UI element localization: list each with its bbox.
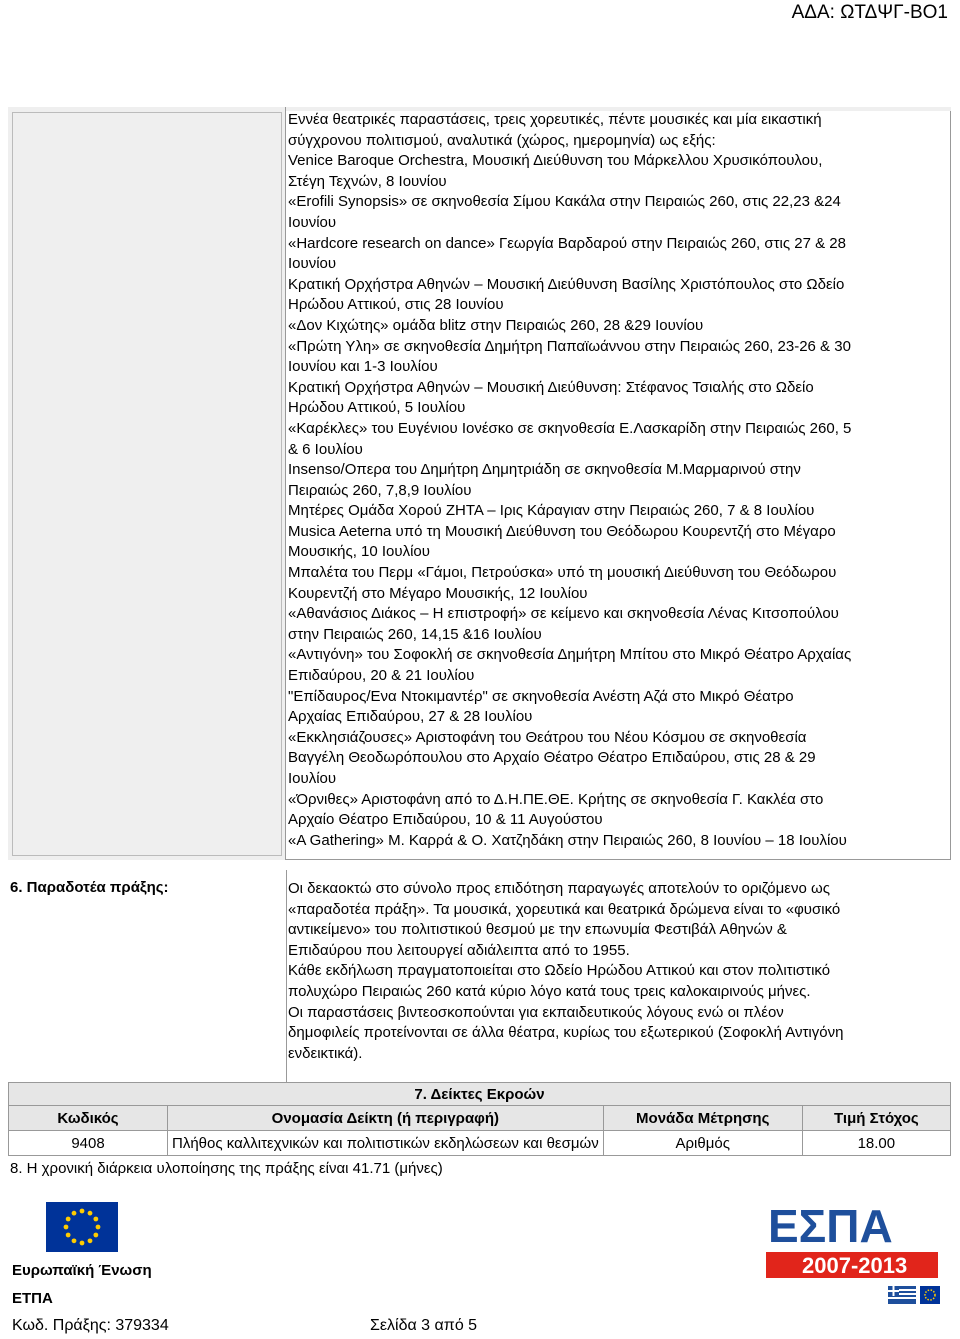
deliverables-line: Κάθε εκδήλωση πραγματοποιείται στο Ωδείο Ηρώδου Αττικού και στον πολιτιστικό [288,962,831,980]
activity-line: Ιουλίου [288,770,337,787]
activity-line: «Hardcore research on dance» Γεωργία Βαρδαρού στην Πειραιώς 260, στις 27 & 28 [288,234,846,252]
activity-line: Ιουνίου [288,255,337,273]
activity-line: Μπαλέτα του Περμ «Γάμοι, Πετρούσκα» υπό τη μουσική Διεύθυνση του Θεόδωρου [288,564,837,582]
project-code: Κωδ. Πράξης: 379334 [12,1317,169,1334]
indicators-title: 7. Δείκτες Εκροών [9,1083,951,1106]
espa-logo-icon [762,1198,942,1316]
indicator-target: 18.00 [802,1131,950,1156]
greek-flag-icon [888,1286,916,1304]
eu-label: Ευρωπαϊκή Ένωση [12,1262,152,1279]
column-header-unit: Μονάδα Μέτρησης [603,1106,802,1131]
deliverables-text [288,879,948,1064]
deliverables-line: πολυχώρο Πειραιώς 260 κατά κύριο λόγο κατά τους τρεις καλοκαιρινούς μήνες. [288,982,811,1000]
espa-logo-text: ΕΣΠΑ [768,1200,893,1252]
deliverables-line: ενδεικτικά). [288,1044,363,1062]
eu-star [80,1209,85,1214]
activity-line: Musica Aeterna υπό τη Μουσική Διεύθυνση του Θεόδωρου Κουρεντζή στο Μέγαρο [288,522,836,540]
activity-line: Insenso/Οπερα του Δημήτρη Δημητριάδη σε σκηνοθεσία Μ.Μαρμαρινού στην [288,461,801,479]
eu-star [80,1241,85,1246]
page-number: Σελίδα 3 από 5 [370,1317,478,1334]
activity-line: Επιδαύρου, 20 & 21 Ιουλίου [288,667,475,685]
eu-star [72,1238,77,1243]
activity-line: Ηρώδου Αττικού, στις 28 Ιουνίου [288,296,504,314]
activities-inner-cell [12,112,282,856]
section6-divider [286,870,287,1082]
activity-line: Κουρεντζή στο Μέγαρο Μουσικής, 12 Ιουλίου [288,584,588,602]
deliverables-line: αντικείμενο» του πολιτιστικού θεσμού με την επωνυμία Φεστιβάλ Αθηνών & [288,921,787,939]
espa-logo-years: 2007-2013 [802,1253,908,1278]
activity-line: Ηρώδου Αττικού, 5 Ιουλίου [288,399,466,417]
eu-flag-icon [46,1202,118,1252]
deliverables-line: Οι δεκαοκτώ στο σύνολο προς επιδότηση παραγωγές αποτελούν το οριζόμενο ως [288,880,830,897]
activity-line: «Αθανάσιος Διάκος – Η επιστροφή» σε κείμενο και σκηνοθεσία Λένας Κιτσοπούλου [288,605,839,623]
activity-line: Στέγη Τεχνών, 8 Ιουνίου [288,172,447,190]
duration-text: 8. Η χρονική διάρκεια υλοποίησης της πράξης είναι 41.71 (μήνες) [10,1160,443,1177]
eu-star [64,1225,69,1230]
activity-line: Ιουνίου [288,213,337,231]
activities-list [288,110,948,851]
activity-line: Μουσικής, 10 Ιουλίου [288,543,430,561]
eu-star [88,1211,93,1216]
indicator-unit: Αριθμός [603,1131,802,1156]
eu-star [72,1211,77,1216]
activity-line: Κρατική Ορχήστρα Αθηνών – Μουσική Διεύθυνση: Στέφανος Τσιαλής στο Ωδείο [288,378,814,396]
eu-star [96,1225,101,1230]
indicator-code: 9408 [9,1131,168,1156]
activity-line: «Erofili Synopsis» σε σκηνοθεσία Σίμου Κακάλα στην Πειραιώς 260, στις 22,23 &24 [288,193,841,211]
activity-line: «Καρέκλες» του Ευγένιου Ιονέσκο σε σκηνοθεσία Ε.Λασκαρίδη στην Πειραιώς 260, 5 [288,419,852,437]
activity-line: Κρατική Ορχήστρα Αθηνών – Μουσική Διεύθυνση Βασίλης Χριστόπουλος στο Ωδείο [288,275,845,293]
eu-star [93,1217,98,1222]
eu-star [93,1233,98,1238]
ada-code: ΑΔΑ: ΩΤΔΨΓ-ΒΟ1 [791,2,948,23]
activity-line: Μητέρες Ομάδα Χορού ΖΗΤΑ – Ιρις Κάραγιαν στην Πειραιώς 260, 7 & 8 Ιουλίου [288,502,815,520]
eu-mini-flag-icon [920,1286,940,1304]
activity-line: Αρχαίο Θέατρο Επιδαύρου, 10 & 11 Αυγούστου [288,811,603,829]
indicators-table [8,1082,951,1156]
activity-line: Εννέα θεατρικές παραστάσεις, τρεις χορευτικές, πέντε μουσικές και μία εικαστική [288,111,822,128]
column-header-name: Ονομασία Δείκτη (ή περιγραφή) [168,1106,604,1131]
activity-line: σύγχρονου πολιτισμού, αναλυτικά (χώρος, ημερομηνία) ως εξής: [288,131,716,149]
activity-line: «A Gathering» Μ. Καρρά & Ο. Χατζηδάκη στην Πειραιώς 260, 8 Ιουνίου – 18 Ιουλίου [288,831,847,849]
deliverables-line: «παραδοτέα πράξη». Τα μουσικά, χορευτικά και θεατρικά δρώμενα είναι το «φυσικό [288,900,841,918]
eu-star [66,1217,71,1222]
indicator-name: Πλήθος καλλιτεχνικών και πολιτιστικών εκδηλώσεων και θεσμών [168,1131,604,1156]
activity-line: «Αντιγόνη» του Σοφοκλή σε σκηνοθεσία Δημήτρη Μπίτου στο Μικρό Θέατρο Αρχαίας [288,646,852,664]
deliverables-label: 6. Παραδοτέα πράξης: [10,879,169,896]
activity-line: στην Πειραιώς 260, 14,15 &16 Ιουλίου [288,625,542,643]
eu-star [88,1238,93,1243]
activity-line: Πειραιώς 260, 7,8,9 Ιουλίου [288,481,472,499]
activity-line: «Δον Κιχώτης» ομάδα blitz στην Πειραιώς 260, 28 &29 Ιουνίου [288,316,704,334]
eu-caption [12,1257,152,1313]
column-header-code: Κωδικός [9,1106,168,1131]
deliverables-line: Οι παραστάσεις βιντεοσκοπούνται για εκπαιδευτικούς λόγους ενώ οι πλέον [288,1003,784,1021]
activity-line: «Όρνιθες» Αριστοφάνη από το Δ.Η.ΠΕ.ΘΕ. Κρήτης σε σκηνοθεσία Γ. Κακλέα στο [288,790,824,808]
etpa-label: ΕΤΠΑ [12,1290,53,1307]
activity-line: Venice Baroque Orchestra, Μουσική Διεύθυνση του Μάρκελλου Χρυσικόπουλου, [288,152,823,170]
table-row [9,1131,951,1156]
deliverables-line: δημοφιλείς προτείνονται σε άλλα θέατρα, κυρίως του εξωτερικού (Σοφοκλή Αντιγόνη [288,1024,844,1042]
activity-line: Ιουνίου και 1-3 Ιουλίου [288,358,438,376]
activity-line: & 6 Ιουλίου [288,440,363,458]
column-header-target: Τιμή Στόχος [802,1106,950,1131]
activity-line: Αρχαίας Επιδαύρου, 27 & 28 Ιουλίου [288,708,533,726]
activity-line: "Επίδαυρος/Ενα Ντοκιμαντέρ" σε σκηνοθεσία Ανέστη Αζά στο Μικρό Θέατρο [288,687,794,705]
deliverables-line: Επιδαύρου που λειτουργεί αδιάλειπτα από το 1955. [288,941,630,959]
activity-line: «Εκκλησιάζουσες» Αριστοφάνη του Θεάτρου του Νέου Κόσμου σε σκηνοθεσία [288,728,807,746]
activity-line: Βαγγέλη Θεοδωρόπουλου στο Αρχαίο Θέατρο Θέατρο Επιδαύρου, στις 28 & 29 [288,749,816,767]
activity-line: «Πρώτη Υλη» σε σκηνοθεσία Δημήτρη Παπαϊωάννου στην Πειραιώς 260, 23-26 & 30 [288,337,851,355]
eu-star [66,1233,71,1238]
